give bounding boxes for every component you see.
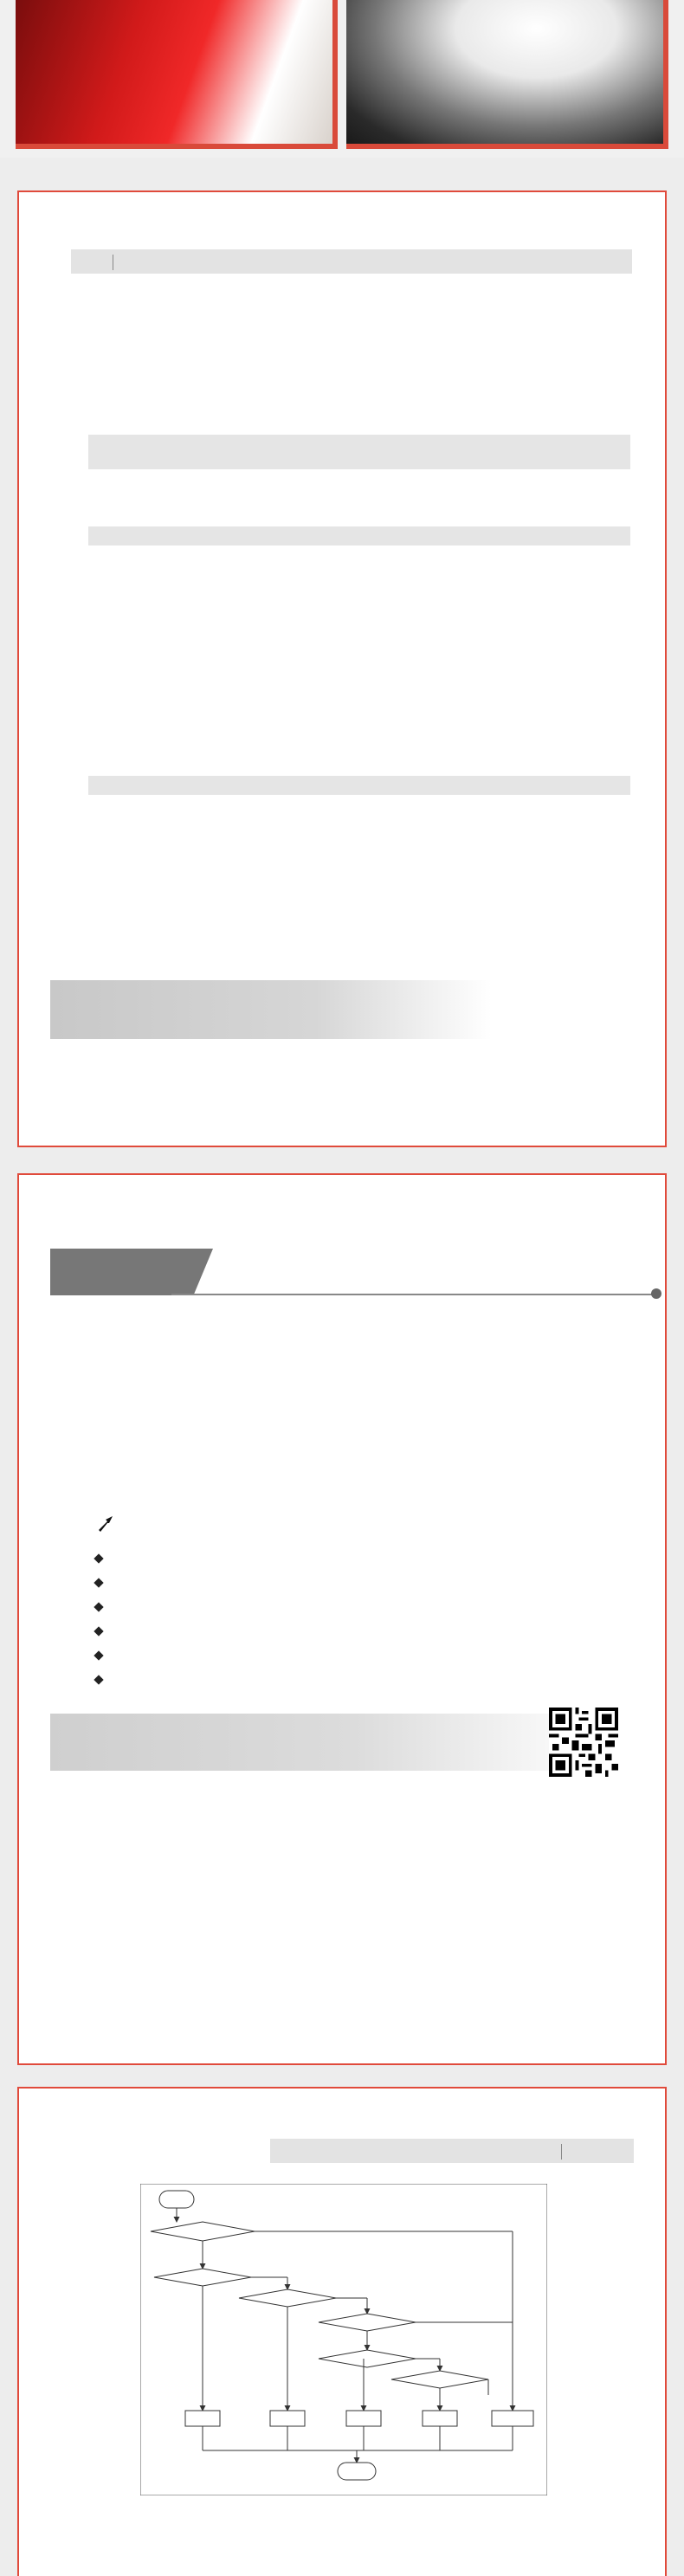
pointer-hand-icon	[95, 1513, 118, 1535]
focus-item	[95, 1624, 116, 1637]
focus-item	[95, 1599, 116, 1613]
book-cover-photo-white	[346, 0, 668, 149]
bullet-diamond-icon	[94, 1675, 103, 1684]
flow-action-plane	[185, 2411, 220, 2426]
transport-flowchart	[140, 2184, 547, 2495]
page-header	[71, 249, 632, 274]
run-result-box	[88, 435, 630, 469]
focus-item	[95, 1648, 116, 1662]
bullet-diamond-icon	[94, 1650, 103, 1660]
qr-code-icon[interactable]	[549, 1708, 618, 1777]
focus-item	[95, 1551, 116, 1565]
training-banner	[50, 980, 492, 1039]
flow-action-plane	[270, 2411, 305, 2426]
section-banner	[50, 1714, 604, 1771]
top-photo-strip	[0, 0, 684, 158]
flow-action-train	[346, 2411, 381, 2426]
flow-decision-afternoon-flight	[239, 2289, 336, 2307]
bullet-diamond-icon	[94, 1553, 103, 1563]
page-header	[270, 2139, 634, 2163]
flow-decision-plane	[151, 2222, 255, 2241]
focus-item	[95, 1672, 116, 1686]
chapter-line-dot	[651, 1288, 661, 1299]
flow-decision-morning-flight	[154, 2269, 251, 2286]
flow-action-train	[423, 2411, 457, 2426]
flow-decision-afternoon-train	[391, 2371, 488, 2388]
chapter-banner	[50, 1249, 622, 1295]
flow-start-node	[159, 2191, 194, 2208]
focus-header	[95, 1513, 123, 1535]
book-cover-photo-red	[16, 0, 338, 149]
chapter-underline	[171, 1294, 656, 1295]
flow-decision-morning-train	[319, 2350, 416, 2367]
header-divider	[561, 2144, 562, 2160]
focus-item	[95, 1575, 116, 1589]
xor-form-box	[88, 776, 630, 795]
flow-action-car	[492, 2411, 533, 2426]
book-page-64	[17, 190, 667, 1147]
bullet-diamond-icon	[94, 1578, 103, 1587]
book-page-105	[17, 2087, 667, 2576]
chapter-4-opening-page	[17, 1173, 667, 2065]
or-form-box	[88, 526, 630, 546]
chapter-label-background	[50, 1249, 213, 1295]
flow-end-node	[338, 2463, 376, 2480]
bullet-diamond-icon	[94, 1602, 103, 1611]
bullet-diamond-icon	[94, 1626, 103, 1636]
flow-decision-train	[319, 2314, 416, 2331]
